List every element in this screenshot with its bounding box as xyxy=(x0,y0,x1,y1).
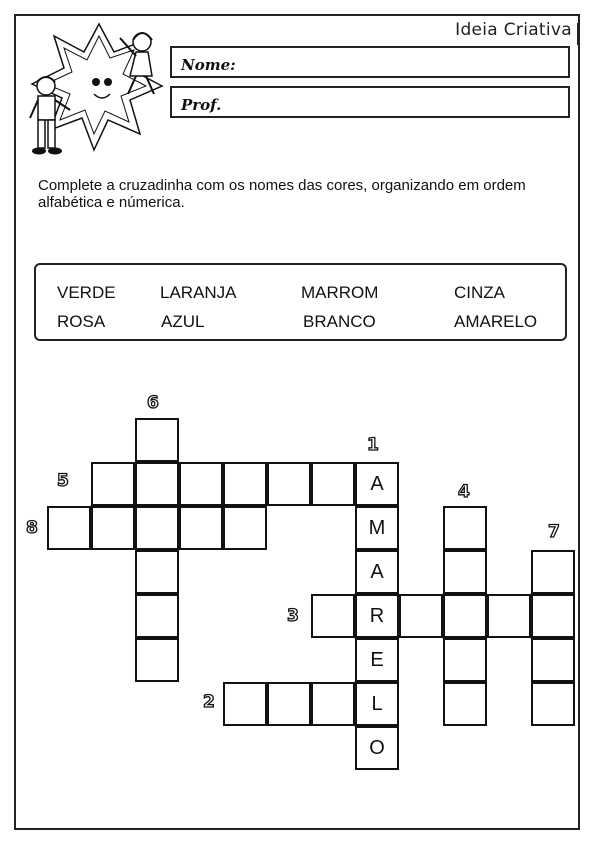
crossword-cell[interactable] xyxy=(91,462,135,506)
crossword-cell[interactable] xyxy=(531,682,575,726)
clue-number-1: 1 xyxy=(367,435,379,455)
word-bank-item: CINZA xyxy=(454,283,505,302)
crossword-cell[interactable] xyxy=(223,682,267,726)
crossword-cell[interactable] xyxy=(135,462,179,506)
crossword-cell[interactable] xyxy=(531,550,575,594)
name-label: Nome: xyxy=(181,56,236,74)
crossword-cell[interactable] xyxy=(531,638,575,682)
crossword-cell[interactable] xyxy=(399,594,443,638)
crossword-cell[interactable] xyxy=(223,462,267,506)
crossword-cell[interactable] xyxy=(443,682,487,726)
clue-number-2: 2 xyxy=(203,692,215,712)
brand-divider xyxy=(577,23,579,45)
word-bank-item: BRANCO xyxy=(303,312,376,331)
clue-number-3: 3 xyxy=(287,606,299,626)
crossword-cell[interactable] xyxy=(135,418,179,462)
kids-star-illustration xyxy=(24,22,166,162)
crossword-cell[interactable] xyxy=(179,506,223,550)
name-field[interactable] xyxy=(170,46,570,78)
crossword-cell[interactable] xyxy=(47,506,91,550)
clue-number-8: 8 xyxy=(26,518,38,538)
brand-label: Ideia Criativa xyxy=(455,20,572,40)
clue-number-7: 7 xyxy=(548,522,560,542)
word-bank-item: AZUL xyxy=(161,312,205,331)
crossword-cell-answer[interactable]: M xyxy=(355,506,399,550)
crossword-cell-answer[interactable]: A xyxy=(355,462,399,506)
instruction-text: Complete a cruzadinha com os nomes das cores, organizando em ordem alfabética e númerica. xyxy=(38,177,526,211)
crossword-cell[interactable] xyxy=(179,462,223,506)
crossword-cell[interactable] xyxy=(443,506,487,550)
teacher-label: Prof. xyxy=(181,96,222,114)
crossword-cell[interactable] xyxy=(135,638,179,682)
teacher-field[interactable] xyxy=(170,86,570,118)
crossword-cell[interactable] xyxy=(443,594,487,638)
word-bank-item: LARANJA xyxy=(160,283,237,302)
crossword-cell[interactable] xyxy=(135,506,179,550)
word-bank-item: AMARELO xyxy=(454,312,538,331)
crossword-cell-answer[interactable]: L xyxy=(355,682,399,726)
crossword-cell[interactable] xyxy=(223,506,267,550)
word-bank-item: MARROM xyxy=(301,283,379,302)
clue-number-4: 4 xyxy=(458,482,470,502)
crossword-cell[interactable] xyxy=(135,550,179,594)
crossword-cell-answer[interactable]: R xyxy=(355,594,399,638)
crossword-cell-answer[interactable]: O xyxy=(355,726,399,770)
clue-number-6: 6 xyxy=(147,393,159,413)
crossword-cell[interactable] xyxy=(267,462,311,506)
crossword-cell[interactable] xyxy=(531,594,575,638)
clue-number-5: 5 xyxy=(57,471,69,491)
crossword-cell-answer[interactable]: E xyxy=(355,638,399,682)
crossword-cell[interactable] xyxy=(311,594,355,638)
crossword-cell[interactable] xyxy=(443,550,487,594)
word-bank-item: VERDE xyxy=(57,283,116,302)
crossword-cell[interactable] xyxy=(91,506,135,550)
crossword-cell[interactable] xyxy=(135,594,179,638)
word-bank-item: ROSA xyxy=(57,312,106,331)
crossword-cell[interactable] xyxy=(311,462,355,506)
crossword-cell[interactable] xyxy=(443,638,487,682)
crossword-cell[interactable] xyxy=(311,682,355,726)
crossword-cell[interactable] xyxy=(487,594,531,638)
crossword-cell[interactable] xyxy=(267,682,311,726)
crossword-cell-answer[interactable]: A xyxy=(355,550,399,594)
